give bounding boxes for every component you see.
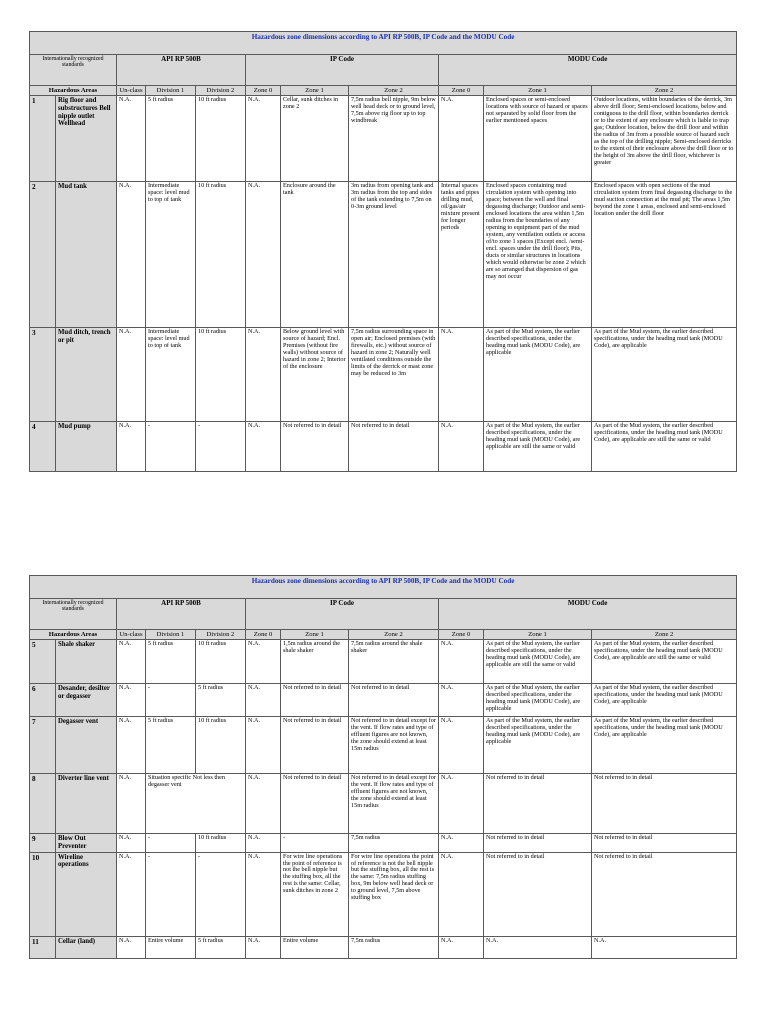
div2-cell: 10 ft radius — [196, 717, 246, 774]
div2-cell: - — [196, 422, 246, 472]
hazardous-area-name: Diverter line vent — [56, 774, 117, 834]
ip-z0-cell: N.A. — [246, 182, 281, 328]
ip-z2-cell: 7,5m radius around the shale shaker — [349, 640, 439, 684]
standards-label: Internationally recognized standards — [30, 55, 117, 86]
api-group-header: API RP 500B — [117, 55, 246, 86]
hazardous-areas-header: Hazardous Areas — [30, 86, 117, 96]
ip-z2-cell: Not referred to in detail — [349, 684, 439, 717]
unclass-cell: N.A. — [117, 328, 146, 422]
ip-z2-cell: 7,5m radius surrounding space in open air; Enclosed premises (with firewalls, etc.) without source of hazard in zone 2; Naturally well ventilated conditions outside the limits of the derrick or mast zone may be reduced to 3m — [349, 328, 439, 422]
modu-z1-cell: As part of the Mud system, the earlier described specifications, under the heading mud tank (MODU Code), are applicable are still the same or valid — [484, 422, 592, 472]
ip-zone-2-header: Zone 2 — [349, 630, 439, 640]
modu-z0-cell: N.A. — [439, 852, 484, 936]
hazardous-area-name: Wireline operations — [56, 852, 117, 936]
ip-zone-1-header: Zone 1 — [281, 86, 349, 96]
modu-z0-cell: Internal spaces tanks and pipes drilling mud, oil/gas/air mixture present for longer periods — [439, 182, 484, 328]
modu-z0-cell: N.A. — [439, 774, 484, 834]
division-2-header: Division 2 — [196, 630, 246, 640]
hazardous-areas-header: Hazardous Areas — [30, 630, 117, 640]
modu-z0-cell: N.A. — [439, 834, 484, 852]
row-number: 6 — [30, 684, 56, 717]
table-row — [30, 936, 737, 958]
ip-z1-cell: 1,5m radius around the shale shaker — [281, 640, 349, 684]
ip-z0-cell: N.A. — [246, 640, 281, 684]
ip-zone-0-header: Zone 0 — [246, 86, 281, 96]
div2-cell: 5 ft radius — [196, 936, 246, 958]
standards-header-row — [30, 55, 737, 86]
row-number: 5 — [30, 640, 56, 684]
div1-cell: - — [146, 684, 196, 717]
column-header-row — [30, 630, 737, 640]
unclass-cell: N.A. — [117, 96, 146, 182]
div2-cell: 10 ft radius — [196, 834, 246, 852]
ip-z1-cell: Cellar, sunk ditches in zone 2 — [281, 96, 349, 182]
table-row — [30, 328, 737, 422]
ip-z0-cell: N.A. — [246, 936, 281, 958]
division-2-header: Division 2 — [196, 86, 246, 96]
table-row — [30, 834, 737, 852]
unclass-header: Un-class — [117, 86, 146, 96]
modu-z1-cell: N.A. — [484, 936, 592, 958]
table-row — [30, 717, 737, 774]
modu-z0-cell: N.A. — [439, 96, 484, 182]
unclass-cell: N.A. — [117, 422, 146, 472]
modu-zone-2-header: Zone 2 — [592, 630, 737, 640]
ip-z0-cell: N.A. — [246, 774, 281, 834]
table-row — [30, 182, 737, 328]
row-number: 2 — [30, 182, 56, 328]
api-group-header: API RP 500B — [117, 599, 246, 630]
unclass-cell: N.A. — [117, 640, 146, 684]
ip-z2-cell: Not referred to in detail — [349, 422, 439, 472]
div2-cell: - — [196, 852, 246, 936]
ip-z1-cell: Not referred to in detail — [281, 422, 349, 472]
ip-z2-cell: 7,5m radius bell nipple, 9m below well head deck or to ground level, 7,5m above rig floor up to top windbreak — [349, 96, 439, 182]
div1-cell: Entire volume — [146, 936, 196, 958]
row-number: 8 — [30, 774, 56, 834]
modu-group-header: MODU Code — [439, 55, 737, 86]
table-row — [30, 684, 737, 717]
modu-zone-2-header: Zone 2 — [592, 86, 737, 96]
table-row — [30, 96, 737, 182]
ip-z0-cell: N.A. — [246, 684, 281, 717]
modu-z0-cell: N.A. — [439, 684, 484, 717]
ip-z2-cell: 7,5m radius — [349, 936, 439, 958]
modu-z2-cell: As part of the Mud system, the earlier described specifications, under the heading mud tank (MODU Code), are applicable are still the same or valid — [592, 422, 737, 472]
division-cell: Situation specific Not less then degasser vent — [146, 774, 246, 834]
modu-z0-cell: N.A. — [439, 717, 484, 774]
modu-zone-1-header: Zone 1 — [484, 86, 592, 96]
modu-z1-cell: As part of the Mud system, the earlier described specifications, under the heading mud tank (MODU Code), are applicable — [484, 328, 592, 422]
hazardous-area-name: Cellar (land) — [56, 936, 117, 958]
table-title: Hazardous zone dimensions according to API RP 500B, IP Code and the MODU Code — [30, 576, 737, 599]
modu-z1-cell: Not referred to in detail — [484, 834, 592, 852]
standards-label: Internationally recognized standards — [30, 599, 117, 630]
modu-z1-cell: Enclosed spaces or semi-enclosed locations with source of hazard or spaces not separated by solid floor from the earlier mentioned spaces — [484, 96, 592, 182]
ip-z1-cell: Below ground level with source of hazard; Encl. Premises (without fire walls) without source of hazard in zone 2; Interior of the enclosure — [281, 328, 349, 422]
row-number: 9 — [30, 834, 56, 852]
div2-cell: 10 ft radius — [196, 640, 246, 684]
modu-z1-cell: As part of the Mud system, the earlier described specifications, under the heading mud tank (MODU Code), are applicable — [484, 684, 592, 717]
ip-zone-1-header: Zone 1 — [281, 630, 349, 640]
hazardous-zone-table-1 — [29, 31, 737, 472]
ip-z2-cell: Not referred to in detail except for the vent. If flow rates and type of effluent figures are not known, the zone should extend at least 15m radius — [349, 774, 439, 834]
hazardous-area-name: Blow Out Preventer — [56, 834, 117, 852]
modu-zone-1-header: Zone 1 — [484, 630, 592, 640]
ip-z2-cell: 3m radius from opening tank and 3m radius from the top and sides of the tank extending to 7,5m on 0-3m ground level — [349, 182, 439, 328]
modu-z2-cell: As part of the Mud system, the earlier described specifications, under the heading mud tank (MODU Code), are applicable — [592, 328, 737, 422]
ip-z1-cell: Entire volume — [281, 936, 349, 958]
ip-z1-cell: Not referred to in detail — [281, 717, 349, 774]
ip-group-header: IP Code — [246, 55, 439, 86]
hazardous-area-name: Mud tank — [56, 182, 117, 328]
unclass-cell: N.A. — [117, 852, 146, 936]
hazardous-area-name: Mud pump — [56, 422, 117, 472]
ip-z1-cell: Not referred to in detail — [281, 774, 349, 834]
row-number: 1 — [30, 96, 56, 182]
title-row — [30, 576, 737, 599]
ip-z1-cell: Not referred to in detail — [281, 684, 349, 717]
unclass-cell: N.A. — [117, 774, 146, 834]
row-number: 7 — [30, 717, 56, 774]
ip-z0-cell: N.A. — [246, 852, 281, 936]
div1-cell: - — [146, 422, 196, 472]
ip-z2-cell: For wire line operations the point of reference is not the bell nipple but the stuffing box, all the rest is the same: 7,5m radius stuffing box, 9m below well head deck or to ground level, 7,5m above stuffing box — [349, 852, 439, 936]
modu-z2-cell: Outdoor locations, within boundaries of the derrick, 3m above drill floor; Semi-enclosed locations, below and contiguous to the drill floor, within boundaries derrick or to the extent of any enclosure which is liable to trap gas; Outdoor location, below the drill floor and within the radius of 3m from a possible source of hazard such as the top of the drilling nipple; Semi-enclosed derricks to the extent of their enclosure above the drill floor or to the height of 3m above the drill floor, whichever is greater — [592, 96, 737, 182]
table-row — [30, 640, 737, 684]
modu-z1-cell: Enclosed spaces containing mud circulation system with opening into space; between the well and final degassing discharge; Outdoor and semi-enclosed locations the area within 1,5m radius from the boundaries of any opening to equipment part of the mud system, any ventilation outlets or access of/to zone 1 spaces (Except encl. /semi-encl. spaces under the drill floor); Pits, ducts or similar structures in locations which would otherwise be zone 2 which are so arranged that dispersion of gas may not occur — [484, 182, 592, 328]
unclass-cell: N.A. — [117, 834, 146, 852]
ip-z1-cell: For wire line operations the point of reference is not the bell nipple but the stuffing box, all the rest is the same: Cellar, sunk ditches in zone 2 — [281, 852, 349, 936]
modu-z0-cell: N.A. — [439, 936, 484, 958]
division-1-header: Division 1 — [146, 86, 196, 96]
modu-z2-cell: Enclosed spaces with open sections of the mud circulation system from final degassing discharge to the mud suction connection at the mud pit; The areas 1,5m beyond the zone 1 areas, enclosed and semi-enclosed location under the drill floor — [592, 182, 737, 328]
table-title: Hazardous zone dimensions according to API RP 500B, IP Code and the MODU Code — [30, 32, 737, 55]
row-number: 4 — [30, 422, 56, 472]
modu-z0-cell: N.A. — [439, 640, 484, 684]
hazardous-area-name: Degasser vent — [56, 717, 117, 774]
hazardous-area-name: Shale shaker — [56, 640, 117, 684]
table-row — [30, 774, 737, 834]
modu-z0-cell: N.A. — [439, 328, 484, 422]
div1-cell: Intermediate space: level mud to top of tank — [146, 328, 196, 422]
row-number: 11 — [30, 936, 56, 958]
div2-cell: 5 ft radius — [196, 684, 246, 717]
ip-z2-cell: 7,5m radius — [349, 834, 439, 852]
ip-z0-cell: N.A. — [246, 422, 281, 472]
ip-zone-0-header: Zone 0 — [246, 630, 281, 640]
hazardous-area-name: Mud ditch, trench or pit — [56, 328, 117, 422]
div1-cell: 5 ft radius — [146, 640, 196, 684]
ip-z0-cell: N.A. — [246, 96, 281, 182]
ip-z1-cell: Enclosure around the tank — [281, 182, 349, 328]
hazardous-area-name: Desander, desilter or degasser — [56, 684, 117, 717]
row-number: 3 — [30, 328, 56, 422]
unclass-header: Un-class — [117, 630, 146, 640]
ip-z2-cell: Not referred to in detail except for the vent. If flow rates and type of effluent figures are not known, the zone should extend at least 15m radius — [349, 717, 439, 774]
modu-z2-cell: As part of the Mud system, the earlier described specifications, under the heading mud tank (MODU Code), are applicable — [592, 717, 737, 774]
div1-cell: Intermediate space: level mud to top of tank — [146, 182, 196, 328]
unclass-cell: N.A. — [117, 182, 146, 328]
hazardous-zone-table-2 — [29, 575, 737, 959]
unclass-cell: N.A. — [117, 717, 146, 774]
ip-z0-cell: N.A. — [246, 834, 281, 852]
modu-z2-cell: Not referred to in detail — [592, 834, 737, 852]
modu-z2-cell: N.A. — [592, 936, 737, 958]
unclass-cell: N.A. — [117, 936, 146, 958]
modu-z1-cell: As part of the Mud system, the earlier described specifications, under the heading mud tank (MODU Code), are applicable — [484, 717, 592, 774]
modu-z1-cell: Not referred to in detail — [484, 774, 592, 834]
modu-z2-cell: Not referred to in detail — [592, 852, 737, 936]
title-row — [30, 32, 737, 55]
division-1-header: Division 1 — [146, 630, 196, 640]
div1-cell: - — [146, 852, 196, 936]
ip-z0-cell: N.A. — [246, 717, 281, 774]
ip-z0-cell: N.A. — [246, 328, 281, 422]
unclass-cell: N.A. — [117, 684, 146, 717]
div2-cell: 10 ft radius — [196, 328, 246, 422]
modu-z2-cell: Not referred to in detail — [592, 774, 737, 834]
modu-z0-cell: N.A. — [439, 422, 484, 472]
table-row — [30, 422, 737, 472]
modu-z1-cell: As part of the Mud system, the earlier described specifications, under the heading mud tank (MODU Code), are applicable are still the same or valid — [484, 640, 592, 684]
modu-z1-cell: Not referred to in detail — [484, 852, 592, 936]
div2-cell: 10 ft radius — [196, 96, 246, 182]
column-header-row — [30, 86, 737, 96]
div1-cell: 5 ft radius — [146, 717, 196, 774]
div1-cell: - — [146, 834, 196, 852]
ip-z1-cell: - — [281, 834, 349, 852]
div2-cell: 10 ft radius — [196, 182, 246, 328]
modu-zone-0-header: Zone 0 — [439, 86, 484, 96]
row-number: 10 — [30, 852, 56, 936]
ip-zone-2-header: Zone 2 — [349, 86, 439, 96]
hazardous-area-name: Rig floor and substructures Bell nipple outlet Wellhead — [56, 96, 117, 182]
ip-group-header: IP Code — [246, 599, 439, 630]
modu-group-header: MODU Code — [439, 599, 737, 630]
modu-zone-0-header: Zone 0 — [439, 630, 484, 640]
table-row — [30, 852, 737, 936]
standards-header-row — [30, 599, 737, 630]
modu-z2-cell: As part of the Mud system, the earlier described specifications, under the heading mud tank (MODU Code), are applicable are still the same or valid — [592, 640, 737, 684]
modu-z2-cell: As part of the Mud system, the earlier described specifications, under the heading mud tank (MODU Code), are applicable — [592, 684, 737, 717]
div1-cell: 5 ft radius — [146, 96, 196, 182]
